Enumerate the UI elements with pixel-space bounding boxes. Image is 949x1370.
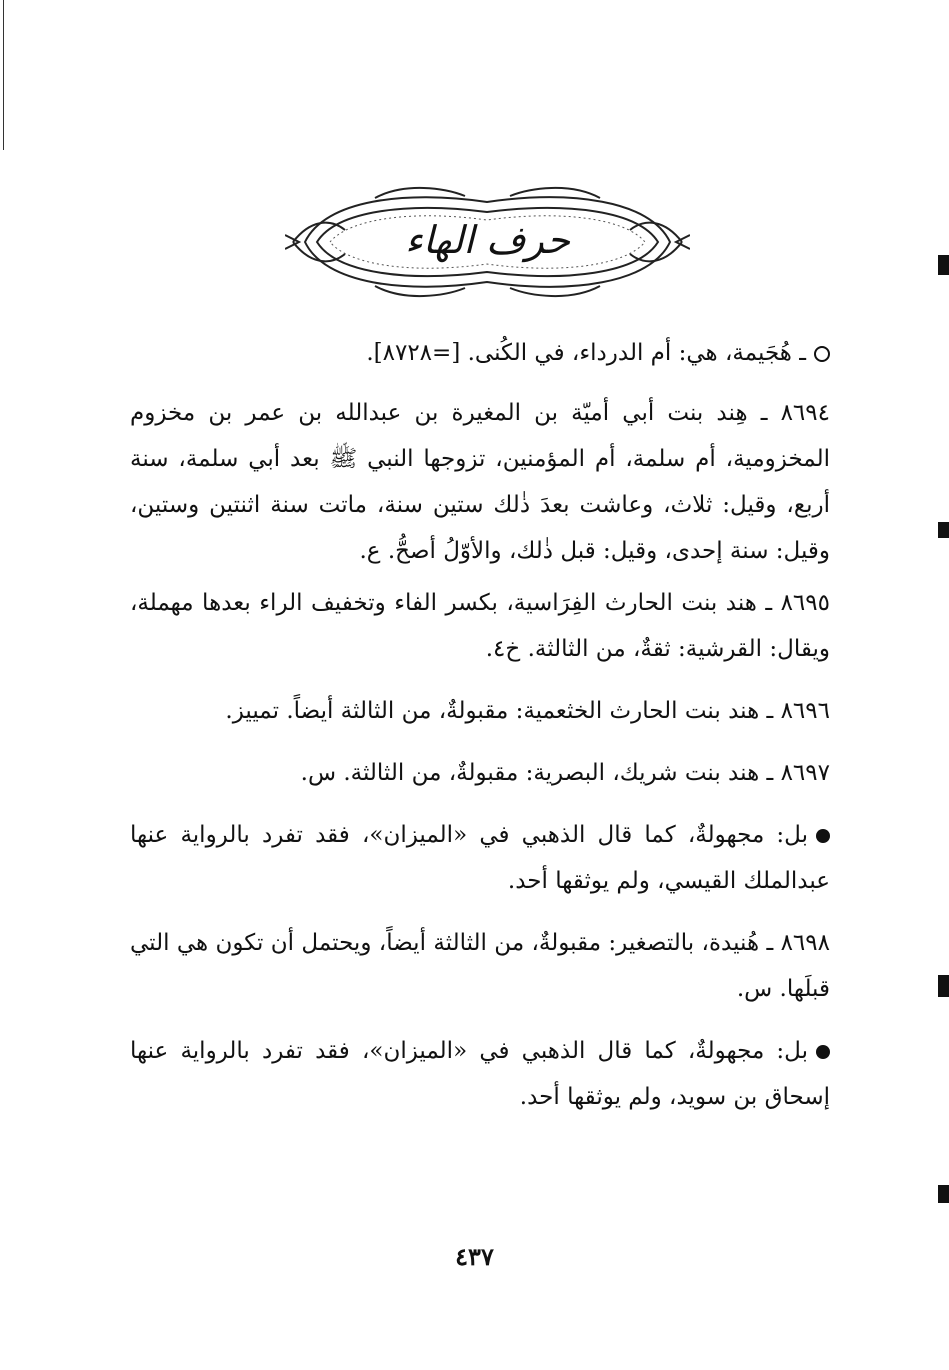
chapter-title: حرف الهاء	[404, 218, 571, 262]
entry-text: ٨٦٩٧ ـ هند بنت شريك، البصرية: مقبولةٌ، من الثالثة. س.	[300, 760, 830, 786]
edge-mark	[938, 255, 949, 275]
entry-text: ٨٦٩٦ ـ هند بنت الحارث الخثعمية: مقبولةٌ، من الثالثة أيضاً. تمييز.	[225, 698, 830, 724]
annotation-note	[130, 812, 830, 904]
entry-text: ـ هُجَيمة، هي: أم الدرداء، في الكُنى. [=٨٧٢٨].	[366, 340, 806, 366]
page-number: ٤٣٧	[455, 1242, 494, 1271]
bullet-icon	[816, 829, 830, 843]
entry-text: بل: مجهولةٌ، كما قال الذهبي في «الميزان»، فقد تفرد بالرواية عنها إسحاق بن سويد، ولم يوثقها أحد.	[130, 1038, 830, 1110]
entry-text: ٨٦٩٥ ـ هند بنت الحارث الفِرَاسية، بكسر الفاء وتخفيف الراء بعدها مهملة، ويقال: القرشية: ثقةٌ، من الثالثة. خ٤.	[130, 590, 830, 662]
edge-mark	[938, 522, 949, 538]
entry-text: بل: مجهولةٌ، كما قال الذهبي في «الميزان»، فقد تفرد بالرواية عنها عبدالملك القيسي، ولم يوثقها أحد.	[130, 822, 830, 894]
binding-edge-line	[3, 0, 4, 150]
hollow-circle-icon	[814, 346, 830, 362]
edge-mark	[938, 1185, 949, 1203]
entry-8697	[130, 750, 830, 796]
entry-8694	[130, 390, 830, 574]
entry-text: ٨٦٩٨ ـ هُنيدة، بالتصغير: مقبولةٌ، من الثالثة أيضاً، ويحتمل أن تكون هي التي قبلَها. س.	[130, 930, 830, 1002]
bullet-icon	[816, 1045, 830, 1059]
annotation-note	[130, 1028, 830, 1120]
chapter-header-ornament	[285, 180, 690, 305]
entry-cross-reference	[130, 330, 830, 376]
entry-8696	[130, 688, 830, 734]
entry-text: ٨٦٩٤ ـ هِند بنت أبي أميّة بن المغيرة بن عبدالله بن عمر بن مخزوم المخزومية، أم سلمة، أم المؤمنين، تزوجها النبي ﷺ بعد أبي سلمة، سنة أربع، وقيل: ثلاث، وعاشت بعدَ ذٰلك ستين سنة، ماتت سنة اثنتين وستين، وقيل: سنة إحدى، وقيل: قبل ذٰلك، والأوّلُ أصحُّ. ع.	[130, 400, 830, 564]
edge-mark	[938, 975, 949, 997]
entry-8698	[130, 920, 830, 1012]
entry-8695	[130, 580, 830, 672]
